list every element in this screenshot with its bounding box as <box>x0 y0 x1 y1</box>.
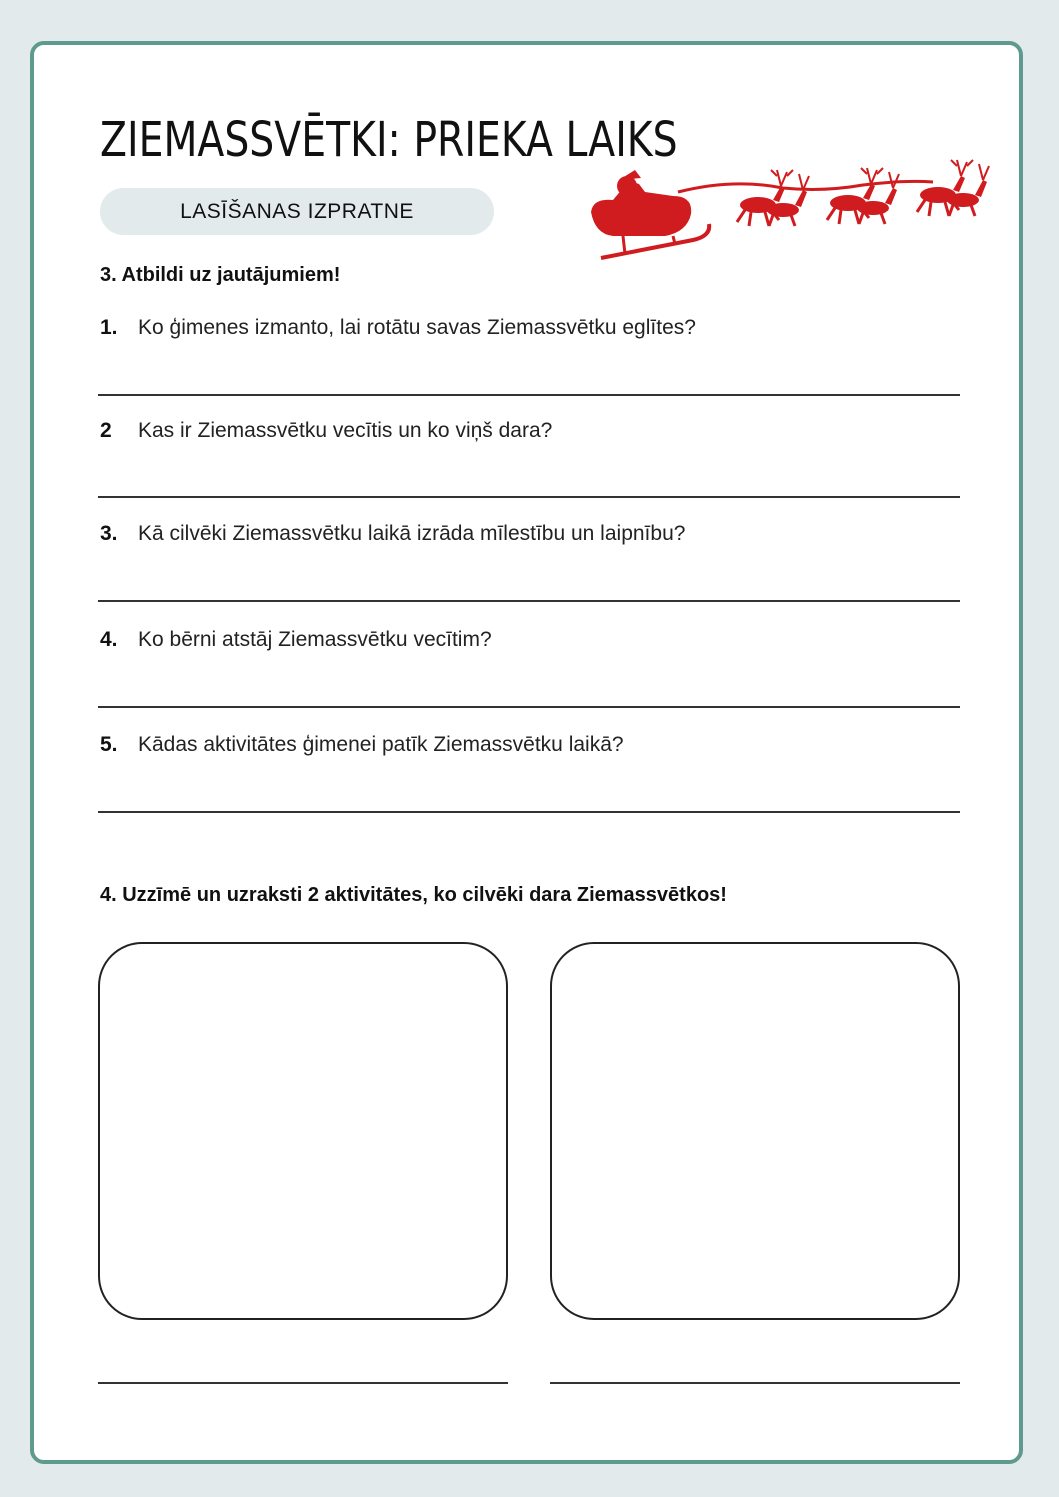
answer-line-5[interactable] <box>98 811 960 813</box>
question-text: Kā cilvēki Ziemassvētku laikā izrāda mīlestību un laipnību? <box>138 522 686 545</box>
question-number: 1. <box>100 316 118 339</box>
question-number: 3. <box>100 522 118 545</box>
page-title: ZIEMASSVĒTKI: PRIEKA LAIKS <box>100 112 678 168</box>
answer-line-2[interactable] <box>98 496 960 498</box>
question-text: Ko ģimenes izmanto, lai rotātu savas Ziemassvētku eglītes? <box>138 316 696 339</box>
question-number: 4. <box>100 628 118 651</box>
answer-line-3[interactable] <box>98 600 960 602</box>
question-3 <box>100 522 685 546</box>
question-text: Ko bērni atstāj Ziemassvētku vecītim? <box>138 628 492 651</box>
drawing-box-1[interactable] <box>98 942 508 1320</box>
question-5 <box>100 733 624 757</box>
question-1 <box>100 316 696 340</box>
question-2 <box>100 419 552 443</box>
section-3-heading: 3. Atbildi uz jautājumiem! <box>100 264 341 286</box>
question-text: Kādas aktivitātes ģimenei patīk Ziemassvētku laikā? <box>138 733 624 756</box>
answer-line-4[interactable] <box>98 706 960 708</box>
section-4-heading: 4. Uzzīmē un uzraksti 2 aktivitātes, ko cilvēki dara Ziemassvētkos! <box>100 884 727 906</box>
question-number: 2 <box>100 419 112 442</box>
question-text: Kas ir Ziemassvētku vecītis un ko viņš dara? <box>138 419 553 442</box>
caption-line-1[interactable] <box>98 1382 508 1384</box>
drawing-box-2[interactable] <box>550 942 960 1320</box>
santa-sleigh-reindeer-icon <box>583 140 993 270</box>
question-number: 5. <box>100 733 118 756</box>
answer-line-1[interactable] <box>98 394 960 396</box>
question-4 <box>100 628 492 652</box>
subtitle-badge: LASĪŠANAS IZPRATNE <box>100 188 494 235</box>
caption-line-2[interactable] <box>550 1382 960 1384</box>
